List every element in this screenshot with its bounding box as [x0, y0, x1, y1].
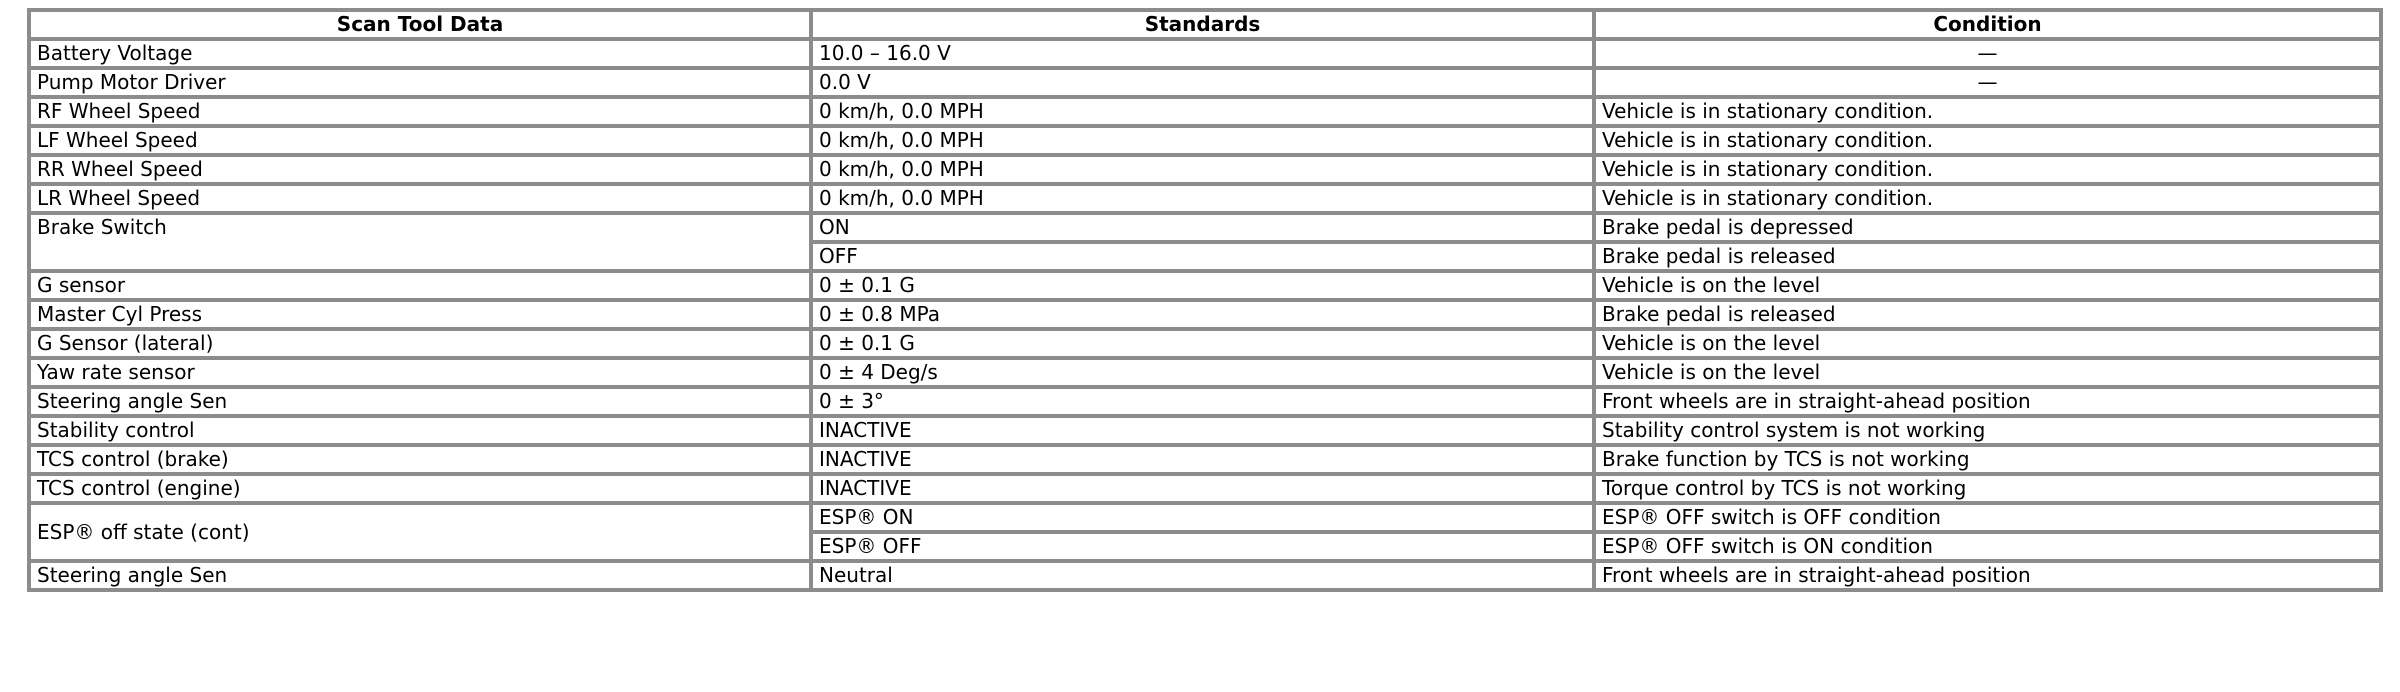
standard-cell: 0 km/h, 0.0 MPH: [811, 155, 1594, 184]
table-row: [29, 474, 2381, 503]
table-row: [29, 445, 2381, 474]
condition-cell: Brake pedal is released: [1594, 242, 2381, 271]
column-header-scan-tool-data: Scan Tool Data: [29, 10, 811, 39]
table-row: [29, 416, 2381, 445]
condition-cell: Torque control by TCS is not working: [1594, 474, 2381, 503]
condition-cell: Vehicle is on the level: [1594, 358, 2381, 387]
scan-item-cell: Master Cyl Press: [29, 300, 811, 329]
table-row: [29, 329, 2381, 358]
standard-cell: 0.0 V: [811, 68, 1594, 97]
condition-cell: Front wheels are in straight-ahead position: [1594, 387, 2381, 416]
standard-cell: 0 km/h, 0.0 MPH: [811, 184, 1594, 213]
condition-cell: ESP® OFF switch is OFF condition: [1594, 503, 2381, 532]
scan-item-cell: G Sensor (lateral): [29, 329, 811, 358]
table-row: [29, 155, 2381, 184]
table-row: [29, 184, 2381, 213]
scan-item-cell: RF Wheel Speed: [29, 97, 811, 126]
condition-cell: Brake function by TCS is not working: [1594, 445, 2381, 474]
standard-cell: INACTIVE: [811, 445, 1594, 474]
scan-item-cell: Pump Motor Driver: [29, 68, 811, 97]
standard-cell: INACTIVE: [811, 474, 1594, 503]
scan-item-cell: Steering angle Sen: [29, 387, 811, 416]
condition-cell: Vehicle is in stationary condition.: [1594, 184, 2381, 213]
condition-cell: Vehicle is in stationary condition.: [1594, 97, 2381, 126]
scan-item-cell: LR Wheel Speed: [29, 184, 811, 213]
standard-cell: ESP® OFF: [811, 532, 1594, 561]
condition-cell: Front wheels are in straight-ahead position: [1594, 561, 2381, 590]
table-row: [29, 68, 2381, 97]
condition-cell: Vehicle is on the level: [1594, 271, 2381, 300]
table-row: [29, 387, 2381, 416]
table-row: [29, 358, 2381, 387]
column-header-condition: Condition: [1594, 10, 2381, 39]
condition-cell: ESP® OFF switch is ON condition: [1594, 532, 2381, 561]
standard-cell: 0 ± 4 Deg/s: [811, 358, 1594, 387]
condition-cell: Brake pedal is depressed: [1594, 213, 2381, 242]
scan-item-cell: TCS control (engine): [29, 474, 811, 503]
scan-item-cell: Yaw rate sensor: [29, 358, 811, 387]
table-row: [29, 213, 2381, 242]
scan-item-cell: RR Wheel Speed: [29, 155, 811, 184]
standard-cell: 0 ± 0.8 MPa: [811, 300, 1594, 329]
table-row: [29, 561, 2381, 590]
scan-item-cell: Stability control: [29, 416, 811, 445]
table-row: [29, 97, 2381, 126]
column-header-standards: Standards: [811, 10, 1594, 39]
table-row: [29, 126, 2381, 155]
table-row: [29, 503, 2381, 532]
condition-cell: —: [1594, 39, 2381, 68]
standard-cell: 0 ± 0.1 G: [811, 271, 1594, 300]
condition-cell: Brake pedal is released: [1594, 300, 2381, 329]
scan-item-cell: ESP® off state (cont): [29, 503, 811, 561]
standard-cell: OFF: [811, 242, 1594, 271]
condition-cell: Vehicle is in stationary condition.: [1594, 155, 2381, 184]
standard-cell: 0 km/h, 0.0 MPH: [811, 97, 1594, 126]
condition-cell: Stability control system is not working: [1594, 416, 2381, 445]
scan-item-cell: G sensor: [29, 271, 811, 300]
table-header-row: [29, 10, 2381, 39]
table-row: [29, 39, 2381, 68]
scan-tool-data-table: [27, 8, 2383, 592]
scan-item-cell: Brake Switch: [29, 213, 811, 271]
table-row: [29, 271, 2381, 300]
condition-cell: Vehicle is on the level: [1594, 329, 2381, 358]
table-row: [29, 300, 2381, 329]
standard-cell: Neutral: [811, 561, 1594, 590]
standard-cell: 0 ± 3°: [811, 387, 1594, 416]
condition-cell: Vehicle is in stationary condition.: [1594, 126, 2381, 155]
standard-cell: INACTIVE: [811, 416, 1594, 445]
standard-cell: 0 ± 0.1 G: [811, 329, 1594, 358]
scan-item-cell: Steering angle Sen: [29, 561, 811, 590]
standard-cell: 10.0 – 16.0 V: [811, 39, 1594, 68]
scan-item-cell: TCS control (brake): [29, 445, 811, 474]
scan-item-cell: LF Wheel Speed: [29, 126, 811, 155]
condition-cell: —: [1594, 68, 2381, 97]
scan-item-cell: Battery Voltage: [29, 39, 811, 68]
standard-cell: 0 km/h, 0.0 MPH: [811, 126, 1594, 155]
standard-cell: ESP® ON: [811, 503, 1594, 532]
standard-cell: ON: [811, 213, 1594, 242]
